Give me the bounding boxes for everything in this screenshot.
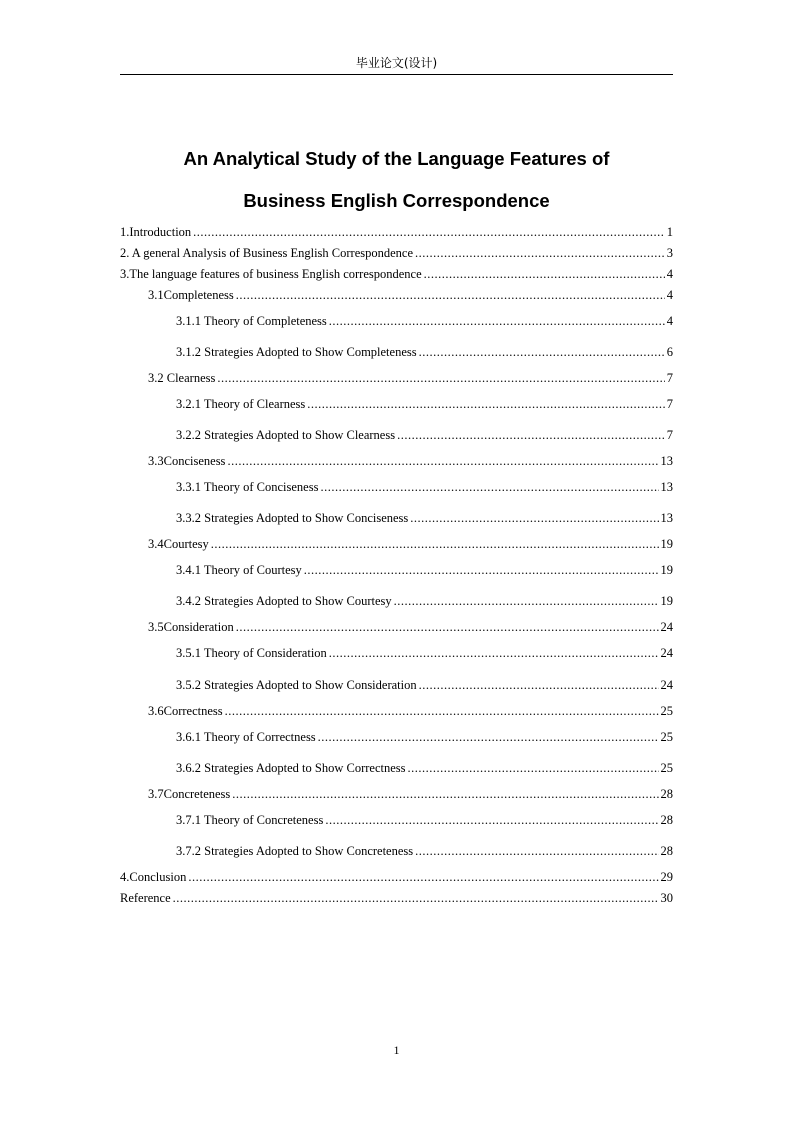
- toc-entry-title: Reference: [120, 891, 171, 905]
- toc-entry[interactable]: [148, 703, 673, 719]
- toc-entry-page: 4: [666, 314, 673, 328]
- toc-entry[interactable]: [148, 536, 673, 552]
- toc-leader: [394, 593, 659, 609]
- toc-entry-page: 24: [660, 678, 673, 692]
- document-title-line-1: An Analytical Study of the Language Features of: [183, 148, 610, 169]
- toc-leader: [325, 812, 658, 828]
- toc-entry[interactable]: [176, 812, 673, 828]
- toc-leader: [217, 370, 664, 386]
- toc-leader: [307, 396, 664, 412]
- toc-entry-title: 3.7.1 Theory of Concreteness: [176, 813, 324, 827]
- toc-leader: [232, 786, 658, 802]
- toc-entry[interactable]: [176, 396, 673, 412]
- toc-entry-title: 3.5.2 Strategies Adopted to Show Consideration: [176, 678, 417, 692]
- toc-entry-title: 3.The language features of business English correspondence: [120, 267, 422, 281]
- toc-entry-title: 3.6.1 Theory of Correctness: [176, 730, 316, 744]
- toc-leader: [173, 890, 659, 906]
- toc-entry[interactable]: [176, 593, 673, 609]
- toc-entry-page: 28: [660, 844, 673, 858]
- document-title-line-2: Business English Correspondence: [243, 190, 550, 211]
- toc-leader: [211, 536, 659, 552]
- running-header: 毕业论文(设计): [355, 56, 438, 70]
- toc-entry[interactable]: [176, 843, 673, 859]
- toc-entry-title: 2. A general Analysis of Business English Correspondence: [120, 246, 414, 260]
- toc-leader: [320, 479, 658, 495]
- toc-entry[interactable]: [176, 510, 673, 526]
- toc-leader: [188, 869, 658, 885]
- toc-entry-title: 3.2.2 Strategies Adopted to Show Clearness: [176, 428, 396, 442]
- toc-entry-title: 3.7.2 Strategies Adopted to Show Concreteness: [176, 844, 414, 858]
- toc-leader: [419, 677, 659, 693]
- toc-entry-title: 3.3.2 Strategies Adopted to Show Conciseness: [176, 511, 409, 525]
- toc-entry-title: 3.7Concreteness: [148, 787, 231, 801]
- toc-leader: [415, 843, 658, 859]
- toc-entry-title: 3.5.1 Theory of Consideration: [176, 646, 327, 660]
- toc-leader: [236, 619, 659, 635]
- toc-leader: [408, 760, 659, 776]
- toc-entry[interactable]: [176, 479, 673, 495]
- toc-entry[interactable]: [120, 890, 673, 906]
- toc-leader: [227, 453, 658, 469]
- toc-entry-page: 13: [660, 454, 673, 468]
- toc-entry-page: 6: [666, 345, 673, 359]
- toc-entry[interactable]: [120, 245, 673, 261]
- toc-entry-page: 7: [666, 371, 673, 385]
- toc-entry-title: 3.1.1 Theory of Completeness: [176, 314, 327, 328]
- toc-entry-page: 28: [660, 787, 673, 801]
- toc-entry-page: 7: [666, 397, 673, 411]
- toc-entry-title: 3.6Correctness: [148, 704, 223, 718]
- toc-entry-page: 24: [660, 646, 673, 660]
- toc-entry-title: 3.2.1 Theory of Clearness: [176, 397, 306, 411]
- toc-leader: [424, 266, 665, 282]
- toc-entry-title: 1.Introduction: [120, 225, 192, 239]
- toc-entry-page: 1: [666, 225, 673, 239]
- toc-leader: [329, 313, 665, 329]
- toc-leader: [415, 245, 665, 261]
- toc-entry-title: 3.1Completeness: [148, 288, 234, 302]
- toc-entry-page: 29: [660, 870, 673, 884]
- toc-entry-page: 30: [660, 891, 673, 905]
- toc-entry[interactable]: [176, 344, 673, 360]
- toc-entry[interactable]: [176, 313, 673, 329]
- toc-entry-title: 3.3Conciseness: [148, 454, 226, 468]
- toc-entry-page: 19: [660, 594, 673, 608]
- toc-entry[interactable]: [176, 645, 673, 661]
- toc-leader: [329, 645, 659, 661]
- toc-entry-page: 13: [660, 480, 673, 494]
- toc-entry[interactable]: [176, 562, 673, 578]
- toc-entry-title: 3.1.2 Strategies Adopted to Show Completeness: [176, 345, 417, 359]
- toc-entry-title: 3.4.1 Theory of Courtesy: [176, 563, 302, 577]
- page-number: 1: [393, 1043, 400, 1057]
- toc-leader: [410, 510, 658, 526]
- toc-entry-title: 4.Conclusion: [120, 870, 187, 884]
- toc-entry[interactable]: [148, 619, 673, 635]
- toc-entry[interactable]: [176, 427, 673, 443]
- toc-leader: [419, 344, 665, 360]
- toc-leader: [193, 224, 665, 240]
- toc-entry-title: 3.5Consideration: [148, 620, 234, 634]
- toc-entry-page: 28: [660, 813, 673, 827]
- toc-entry[interactable]: [148, 453, 673, 469]
- toc-entry-page: 24: [660, 620, 673, 634]
- toc-leader: [397, 427, 665, 443]
- toc-entry-page: 19: [660, 537, 673, 551]
- toc-entry-page: 19: [660, 563, 673, 577]
- toc-entry[interactable]: [120, 266, 673, 282]
- toc-entry-page: 3: [666, 246, 673, 260]
- toc-entry-page: 7: [666, 428, 673, 442]
- toc-entry-page: 13: [660, 511, 673, 525]
- toc-entry-title: 3.4Courtesy: [148, 537, 209, 551]
- toc-entry-page: 25: [660, 730, 673, 744]
- toc-entry[interactable]: [120, 224, 673, 240]
- toc-entry[interactable]: [120, 869, 673, 885]
- toc-entry[interactable]: [176, 729, 673, 745]
- toc-entry[interactable]: [148, 370, 673, 386]
- toc-entry-page: 25: [660, 761, 673, 775]
- toc-leader: [304, 562, 659, 578]
- toc-leader: [318, 729, 659, 745]
- toc-leader: [225, 703, 659, 719]
- toc-leader: [236, 287, 665, 303]
- toc-entry[interactable]: [148, 287, 673, 303]
- toc-entry-page: 25: [660, 704, 673, 718]
- toc-entry-page: 4: [666, 288, 673, 302]
- toc-entry-title: 3.4.2 Strategies Adopted to Show Courtesy: [176, 594, 392, 608]
- toc-entry-title: 3.6.2 Strategies Adopted to Show Correctness: [176, 761, 406, 775]
- toc-entry[interactable]: [148, 786, 673, 802]
- toc-entry-page: 4: [666, 267, 673, 281]
- toc-entry[interactable]: [176, 677, 673, 693]
- toc-entry-title: 3.3.1 Theory of Conciseness: [176, 480, 319, 494]
- toc-entry-title: 3.2 Clearness: [148, 371, 216, 385]
- toc-entry[interactable]: [176, 760, 673, 776]
